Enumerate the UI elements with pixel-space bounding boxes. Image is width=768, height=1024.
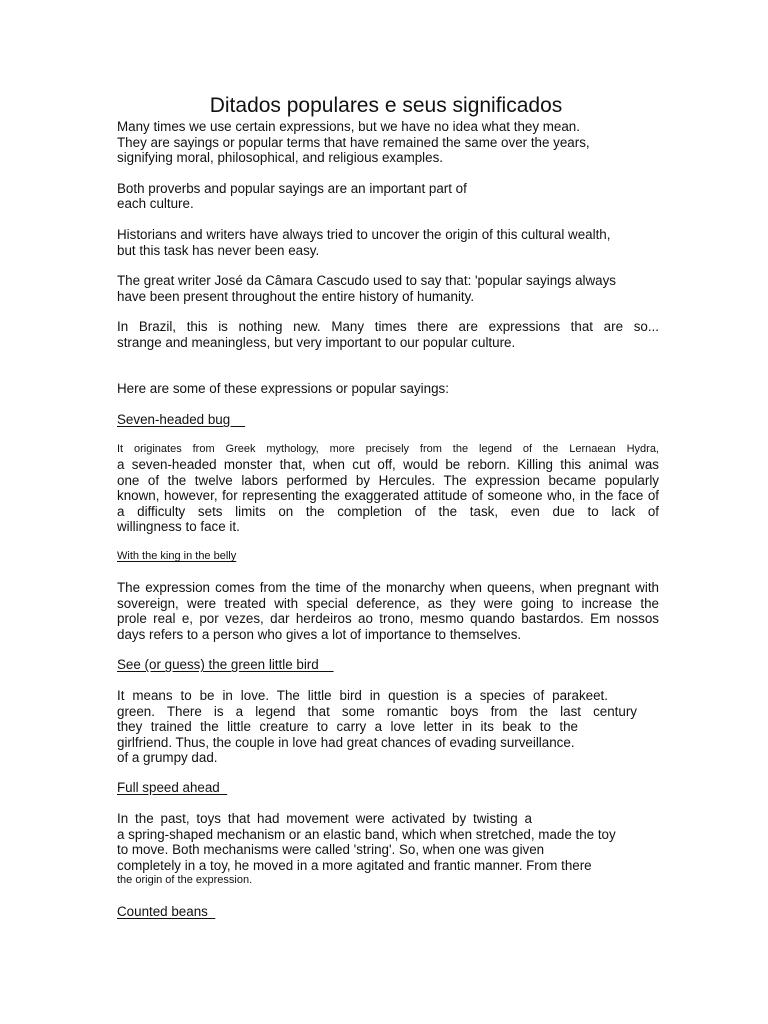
intro-text-line: Many times we use certain expressions, but we have no idea what they mean.	[117, 119, 580, 134]
section-text-line: the origin of the expression.	[117, 874, 253, 886]
section-text-line: they trained the little creature to carry a love letter in its beak to the	[117, 719, 578, 734]
intro-text-line: but this task has never been easy.	[117, 242, 320, 258]
intro-text-line: Both proverbs and popular sayings are an important part of	[117, 180, 467, 196]
section-text-line: days refers to a person who gives a lot of importance to themselves.	[117, 626, 522, 642]
section-text-line: to move. Both mechanisms were called 'string'. So, when one was given	[117, 842, 545, 857]
section-heading: Seven-headed bug	[117, 412, 246, 427]
section-text-line: known, however, for representing the exaggerated attitude of someone who, in the face of	[117, 488, 659, 503]
section-heading: Full speed ahead	[117, 780, 228, 795]
intro-text-line: The great writer José da Câmara Cascudo used to say that: 'popular sayings always	[117, 273, 617, 288]
section-text-line: completely in a toy, he moved in a more agitated and frantic manner. From there	[117, 857, 592, 873]
section-text-line: It means to be in love. The little bird in question is a species of parakeet.	[117, 688, 608, 703]
section-text-line: one of the twelve labors performed by Hercules. The expression became popularly	[117, 472, 659, 488]
section-text-line: The expression comes from the time of the monarchy when queens, when pregnant with	[117, 580, 659, 595]
section-text-line: girlfriend. Thus, the couple in love had great chances of evading surveillance.	[117, 734, 575, 750]
section-text-line: green. There is a legend that some romantic boys from the last century	[117, 703, 637, 719]
page-title: Ditados populares e seus significados	[209, 94, 563, 117]
intro-text-line: Here are some of these expressions or popular sayings:	[117, 381, 449, 396]
intro-text-line: each culture.	[117, 196, 194, 211]
section-heading: With the king in the belly	[117, 550, 237, 562]
section-text-line: willingness to face it.	[117, 519, 240, 534]
section-text-line: In the past, toys that had movement were activated by twisting a	[117, 811, 532, 826]
intro-text-line: have been present throughout the entire history of humanity.	[117, 288, 475, 304]
section-heading: Counted beans	[117, 904, 216, 919]
section-text-line: a spring-shaped mechanism or an elastic band, which when stretched, made the toy	[117, 826, 616, 842]
intro-text-line: signifying moral, philosophical, and religious examples.	[117, 150, 444, 165]
intro-text-line: They are sayings or popular terms that have remained the same over the years,	[117, 134, 590, 150]
section-text-line: a seven-headed monster that, when cut off, would be reborn. Killing this animal was	[117, 457, 659, 472]
intro-text-line: Historians and writers have always tried to uncover the origin of this cultural wealth,	[117, 227, 611, 242]
section-text-line: It originates from Greek mythology, more precisely from the legend of the Lernaean Hydra,	[117, 443, 659, 455]
section-heading: See (or guess) the green little bird	[117, 657, 334, 672]
section-text-line: a difficulty sets limits on the completion of the task, even due to lack of	[117, 503, 659, 519]
section-text-line: sovereign, were treated with special deference, as they were going to increase the	[117, 595, 659, 611]
intro-text-line: strange and meaningless, but very important to our popular culture.	[117, 334, 516, 350]
section-text-line: prole real e, por vezes, dar herdeiros ao trono, mesmo quando bastardos. Em nossos	[117, 611, 659, 626]
intro-text-line: In Brazil, this is nothing new. Many times there are expressions that are so...	[117, 319, 659, 334]
section-text-line: of a grumpy dad.	[117, 750, 218, 765]
